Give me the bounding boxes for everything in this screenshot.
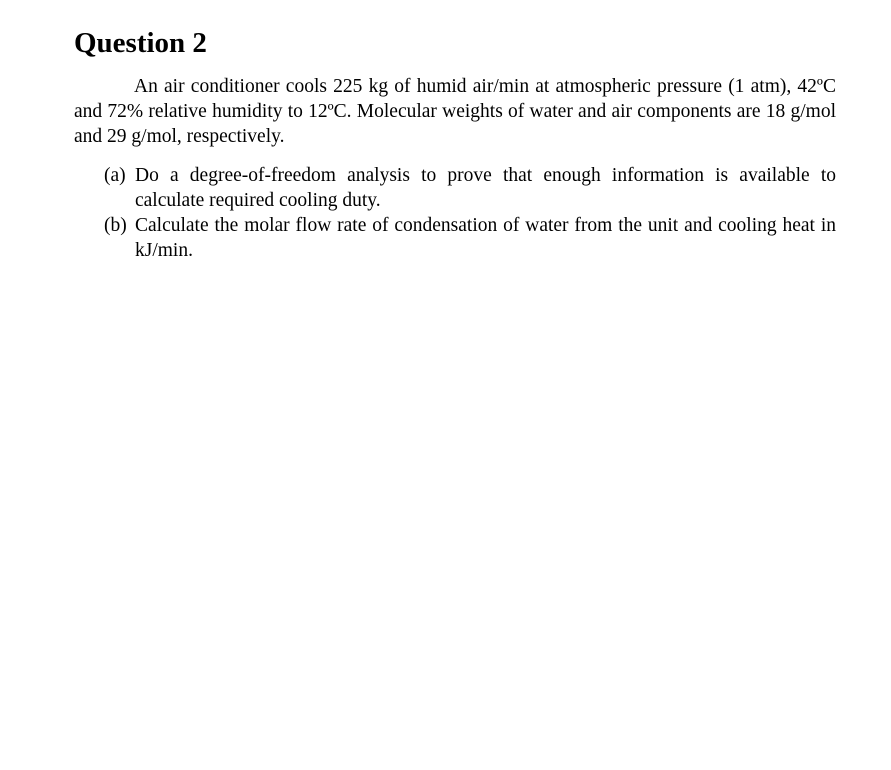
part-a-marker: (a) (104, 165, 126, 186)
question-part-b (104, 213, 836, 263)
part-a-text: Do a degree-of-freedom analysis to prove that enough information is available to calculate required cooling duty. (135, 165, 836, 211)
question-intro-paragraph: An air conditioner cools 225 kg of humid air/min at atmospheric pressure (1 atm), 42ºC and 72% relative humidity to 12ºC. Molecular weights of water and air components are 18 g/mol and 29 g/mol, respectively. (74, 76, 836, 147)
question-part-a (104, 163, 836, 213)
part-b-text: Calculate the molar flow rate of condensation of water from the unit and cooling heat in kJ/min. (135, 215, 836, 261)
part-b-marker: (b) (104, 215, 127, 236)
question-parts-list (104, 163, 836, 263)
question-title: Question 2 (74, 27, 207, 59)
